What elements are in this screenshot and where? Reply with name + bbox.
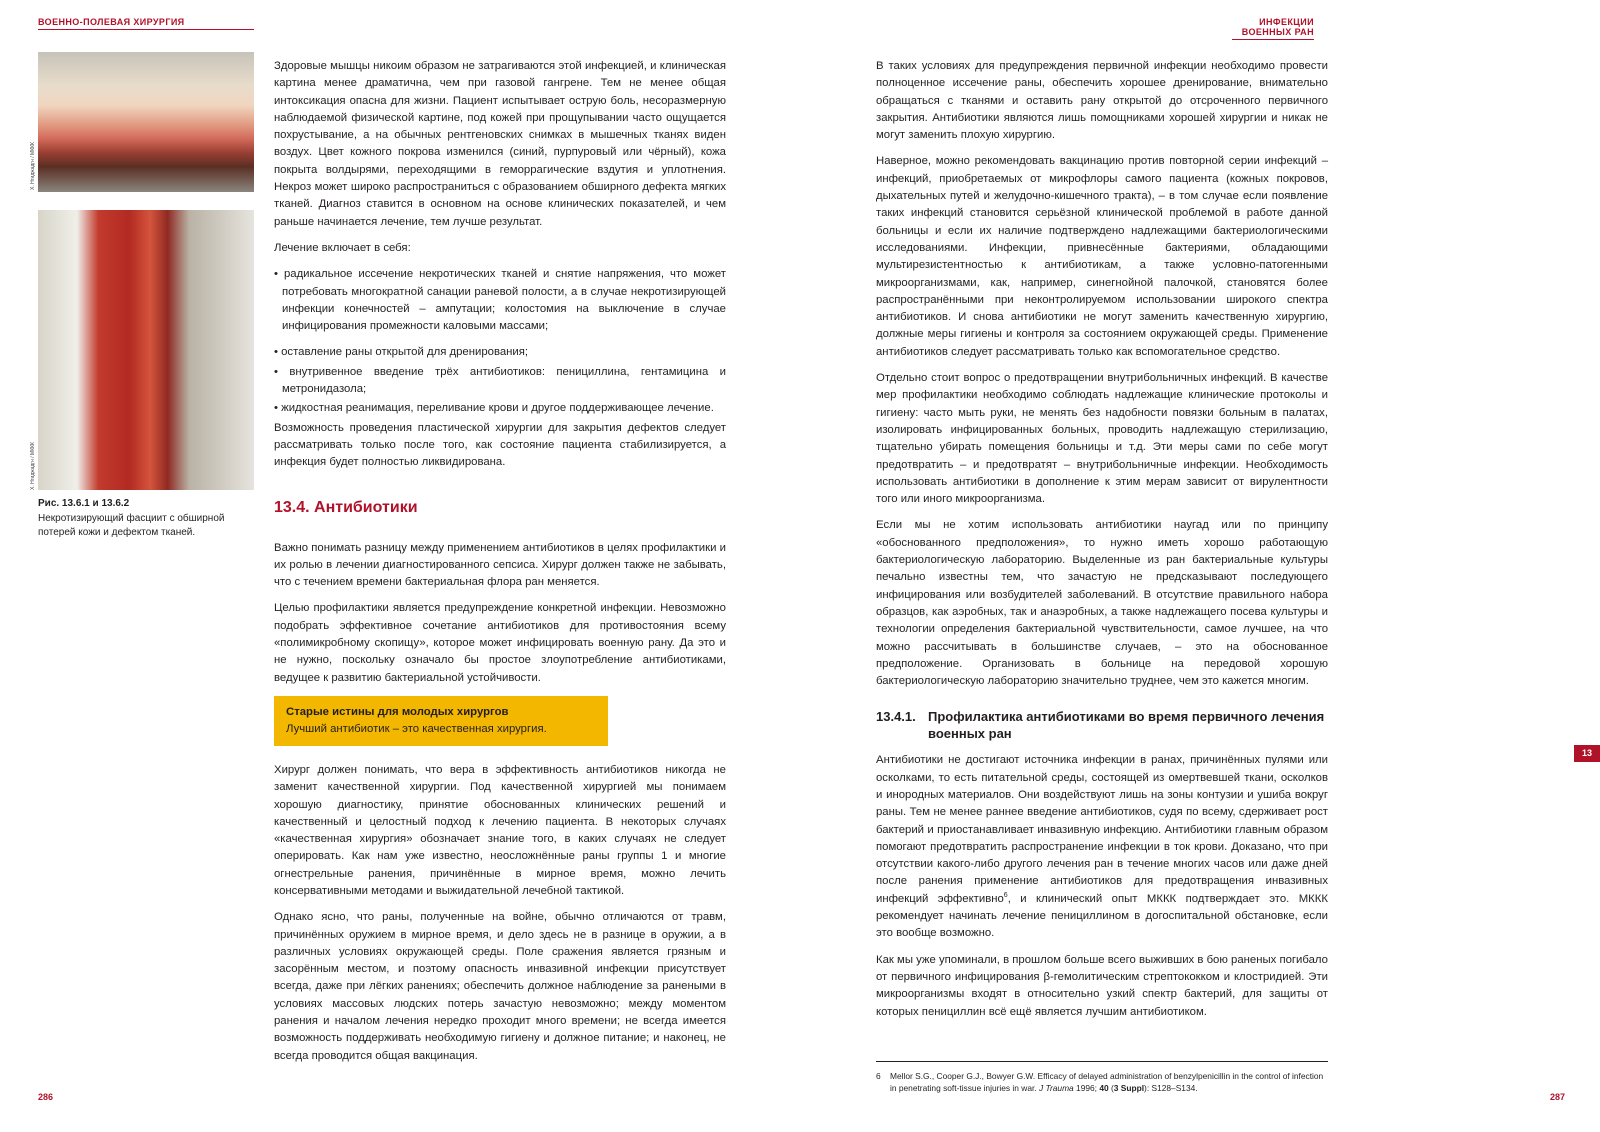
page-number-right: 287 <box>1550 1092 1566 1102</box>
list-item: • оставление раны открытой для дренирования; <box>274 346 529 359</box>
footnote-year: 1996; <box>1073 1083 1100 1093</box>
paragraph: Возможность проведения пластической хирургии для закрытия дефектов следует рассматривать только после того, как состояние пациента стабилизируется, а инфекция будет полностью ликвидирована. <box>274 421 726 469</box>
paragraph: Наверное, можно рекомендовать вакцинацию против повторной серии инфекций – инфекций, приобретаемых от микрофлоры самого пациента (кожных покровов, дыхательных путей и желудочно-кишечного тракта), – в том случае если появление таких инфекций становится серьёзной клинической проблемой в работе данной больницы и если их наличие подтверждено надлежащими бактериологическими исследованиями. Инфекции, привнесённые бактериями, обладающими мультирезистентностью к антибиотикам, а также условно-патогенными микроорганизмами, как, например, синегнойной палочкой, становятся более распространёнными при неконтролируемом использовании широкого спектра антибиотиков. И снова антибиотики не могут заменить качественную хирургию, должные меры гигиены и контроля за состоянием окружающей среды. Применение антибиотиков следует рассматривать только как вспомогательное средство. <box>876 155 1328 358</box>
paragraph: Важно понимать разницу между применением антибиотиков в целях профилактики и их ролью в лечении диагностированного сепсиса. Хирург должен также не забывать, что с течением времени бактериальная флора ран меняется. <box>274 541 726 589</box>
subsection-text: Профилактика антибиотиками во время первичного лечения военных ран <box>928 709 1325 742</box>
footnote-volume: 40 <box>1099 1083 1109 1093</box>
paragraph <box>876 752 1328 942</box>
footnote-supplement: 3 Suppl <box>1113 1083 1145 1093</box>
paragraph: Лечение включает в себя: <box>274 241 411 254</box>
footnote <box>876 1070 1328 1094</box>
running-header-right: ИНФЕКЦИИ ВОЕННЫХ РАН <box>1232 17 1314 40</box>
subsection-title <box>876 708 1328 742</box>
photo-credit-1: Х. Нгиджадгн / МККК <box>30 142 36 190</box>
wound-photo-2 <box>38 210 254 490</box>
callout-title: Старые истины для молодых хирургов <box>286 705 509 718</box>
paragraph: Хирург должен понимать, что вера в эффективность антибиотиков никогда не заменит качественной хирургии. Под качественной хирургией мы понимаем хорошую диагностику, принятие обоснованных клинических решений и качественный и целостный подход к лечению пациента. В некоторых случаях «качественная хирургия» обозначает знание того, в каких случаях не следует оперировать. Как нам уже известно, неосложнённые раны группы 1 и многие огнестрельные ранения, причинённые в мирное время, можно лечить консервативными методами и выжидательной лечебной тактикой. <box>274 763 726 897</box>
subsection-number: 13.4.1. <box>876 709 916 725</box>
footnote-citation: Mellor S.G., Cooper G.J., Bowyer G.W. Efficacy of delayed administration of benzylpenicillin in the control of infection in penetrating soft-tissue injuries in war. <box>890 1071 1324 1093</box>
paragraph-text: Антибиотики не достигают источника инфекции в ранах, причинённых пулями или осколками, то есть питательной среды, состоящей из омертвевшей ткани, осколков и инородных материалов. Они воздействуют лишь на зоны контузии и ушиба вокруг раны. Тем не менее раннее введение антибиотиков, судя по всему, сдерживает рост бактерий и приостанавливает инвазивную инфекцию. Антибиотики главным образом помогают предотвратить распространение инфекции в ток крови. Доказано, что при отсутствии какого-либо другого лечения ран в течение многих часов или даже дней после ранения применение антибиотиков для предотвращения инвазивных инфекций эффективно <box>876 754 1328 905</box>
page-number-left: 286 <box>38 1092 54 1102</box>
chapter-tab: 13 <box>1574 745 1600 762</box>
footnote-ref: 6 <box>1003 891 1008 899</box>
figure-caption-title: Рис. 13.6.1 и 13.6.2 <box>38 498 130 509</box>
paragraph-text-cont: , и клинический опыт МККК подтверждает это. МККК рекомендует начинать лечение пенициллином в догоспитальной обстановке, если это вообще возможно. <box>876 892 1328 940</box>
treatment-list-continued <box>274 344 726 417</box>
left-text-column <box>274 58 726 1074</box>
paragraph: Если мы не хотим использовать антибиотики наугад или по принципу «обоснованного предположения», то нужно иметь хорошо работающую бактериологическую лабораторию. Выделенные из ран бактериальные культуры печально известны тем, что зачастую не предсказывают последующего инфицирования или возбудителей заболеваний. В отсутствие правильного набора образцов, как аэробных, так и анаэробных, а также надлежащего посева культуры и технологии определения бактериальной чувствительности, самое лучшее, на что можно рассчитывать в большинстве случаев, – это на обоснованное предположение. Организовать в больнице на передовой хорошую бактериологическую лабораторию значительно труднее, чем это кажется многим. <box>876 519 1328 688</box>
running-header-left: ВОЕННО-ПОЛЕВАЯ ХИРУРГИЯ <box>38 17 254 30</box>
treatment-list <box>274 266 726 335</box>
footnote-sep: ( <box>1108 1083 1114 1093</box>
footnote-divider <box>876 1061 1328 1062</box>
paragraph: Здоровые мышцы никоим образом не затрагиваются этой инфекцией, и клиническая картина менее драматична, чем при газовой гангрене. Тем не менее общая интоксикация опасна для жизни. Пациент испытывает острую боль, несоразмерную наблюдаемой физической картине, под кожей при прощупывании часто ощущается похрустывание, а на обычных рентгеновских снимках в мышечных тканях виден воздух. Цвет кожного покрова изменился (синий, пурпуровый или чёрный), кожа покрыта волдырями, переходящими в геморрагические вздутия и уплотнения. Некроз может широко распространиться с образованием обширного дефекта мягких тканей. Диагноз ставится в основном на основе клинических показателей, и чем раньше начинается лечение, тем лучше результат. <box>274 60 726 228</box>
paragraph: Целью профилактики является предупреждение конкретной инфекции. Невозможно подобрать эффективное сочетание антибиотиков для противостояния всему «полимикробному скопищу», которое может инфицировать военную рану. Да это и не нужно, поскольку означало бы простое злоупотребление антибиотиками, ведущее к развитию бактериальной устойчивости. <box>274 602 726 684</box>
callout-box <box>274 696 608 746</box>
footnote-text <box>890 1070 1328 1094</box>
footnote-number: 6 <box>876 1071 881 1081</box>
list-item: • внутривенное введение трёх антибиотиков: пенициллина, гентамицина и метронидазола; <box>274 365 726 396</box>
paragraph: Однако ясно, что раны, полученные на войне, обычно отличаются от травм, причинённых оружием в мирное время, и дело здесь не в разнице в оружии, а в различных условиях окружающей среды. Поле сражения является грязным и засорённым местом, и поэтому опасность инвазивной инфекции присутствует всегда, даже при лёгких ранениях; обеспечить должное наблюдение за ранеными в условиях массовых людских потерь зачастую невозможно; между моментом ранения и началом лечения нередко проходит много времени; не всегда имеется возможность поддерживать необходимую гигиену и должное питание; и наконец, не всегда проводится общая вакцинация. <box>274 911 726 1062</box>
right-text-column <box>876 58 1328 1030</box>
paragraph: В таких условиях для предупреждения первичной инфекции необходимо провести полноценное иссечение раны, обеспечить хорошее дренирование, внимательно обращаться с тканями и оставить рану открытой до отсроченного первичного закрытия. Антибиотики являются лишь помощниками хорошей хирургии и никак не могут заменить плохую хирургию. <box>876 60 1328 142</box>
footnote-pages: ): S128–S134. <box>1144 1083 1198 1093</box>
list-item: • жидкостная реанимация, переливание крови и другое поддерживающее лечение. <box>274 402 714 415</box>
wound-photo-1 <box>38 52 254 192</box>
paragraph: Как мы уже упоминали, в прошлом больше всего выживших в бою раненых погибало от первичного инфицирования β-гемолитическим стрептококком и клостридией. Эти микроорганизмы входят в относительно узкий спектр бактерий, для защиты от которых пенициллин всё ещё является лучшим антибиотиком. <box>876 953 1328 1018</box>
footnote-journal: J Trauma <box>1038 1083 1074 1093</box>
list-item: • радикальное иссечение некротических тканей и снятие напряжения, что может потребовать многократной санации раневой полости, а в случае некротизирующей инфекции конечностей – ампутации; колостомия на выключение в случае инфицирования промежности каловыми массами; <box>274 268 726 333</box>
paragraph: Отдельно стоит вопрос о предотвращении внутрибольничных инфекций. В качестве мер профилактики необходимо соблюдать надлежащие клинические протоколы и гигиену: часто мыть руки, не менять без надобности повязки больным в палатах, изолировать инфицированных больных, проводить надлежащую стерилизацию, тщательно убирать помещения больницы и т.д. Эти меры сами по себе могут предотвратить – и предотвратят – внутрибольничные инфекции. Необходимость использовать антибиотики в дополнение к этим мерам зависит от вирулентности того или иного микроорганизма. <box>876 372 1328 506</box>
section-title: 13.4. Антибиотики <box>274 498 418 516</box>
photo-credit-2: Х. Нгиджадгн / МККК <box>30 442 36 490</box>
callout-text: Лучший антибиотик – это качественная хирургия. <box>286 722 547 735</box>
figure-caption-text: Некротизирующий фасциит с обширной потерей кожи и дефектом тканей. <box>38 513 225 538</box>
